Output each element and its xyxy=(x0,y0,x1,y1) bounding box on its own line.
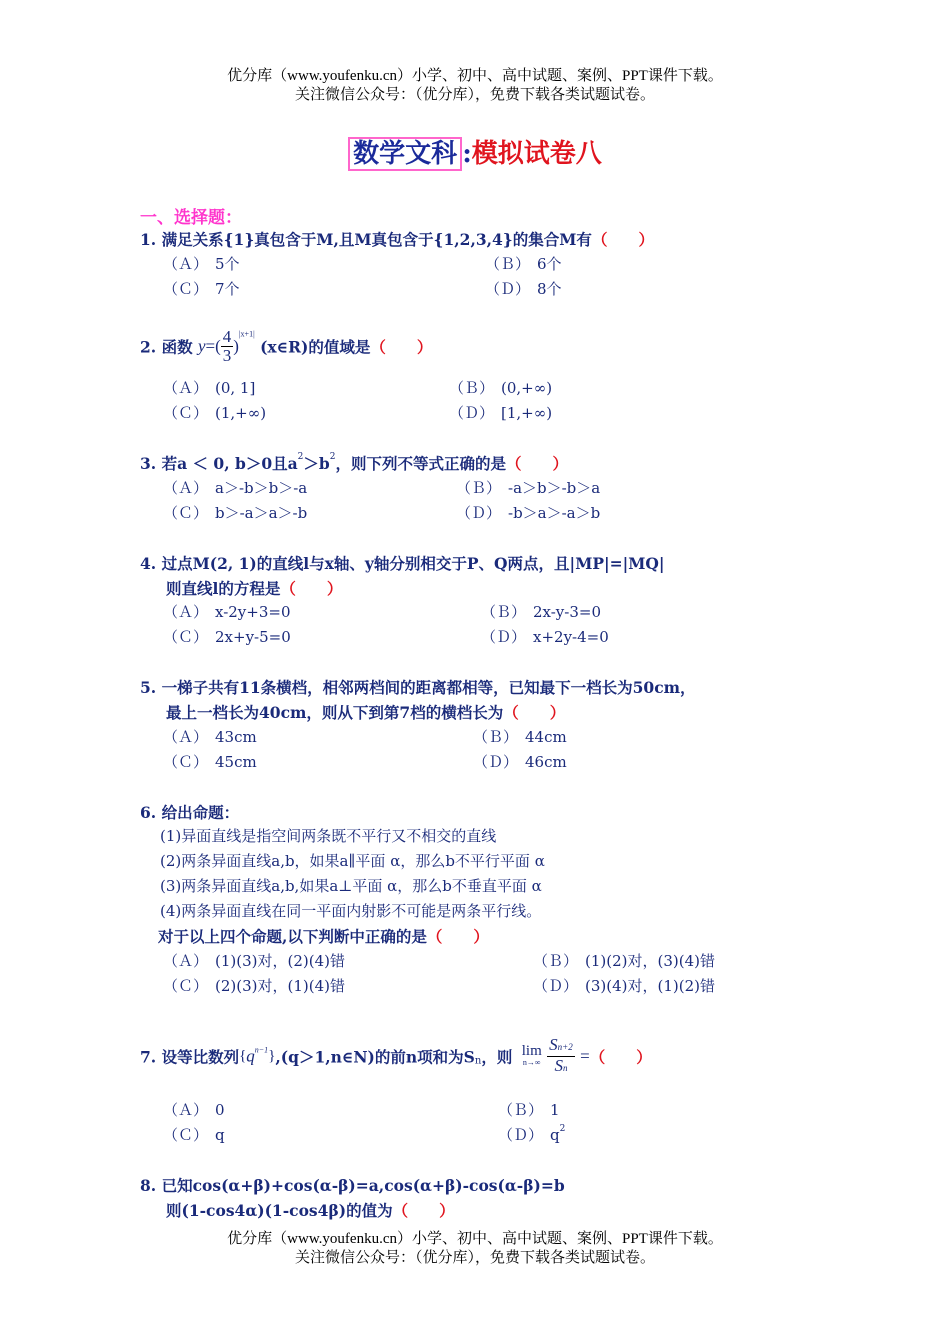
option-label: （Ｃ） xyxy=(163,753,209,771)
option-value: 44cm xyxy=(525,728,567,746)
q1-option-c xyxy=(163,278,240,299)
option-value: 6个 xyxy=(537,255,562,273)
math-s: S xyxy=(554,1056,563,1075)
option-value: 1 xyxy=(550,1101,560,1119)
option-label: （Ｂ） xyxy=(481,603,527,621)
q6-option-a xyxy=(163,950,345,971)
option-value: 46cm xyxy=(525,753,567,771)
q1-option-b xyxy=(485,253,562,274)
q2-option-c xyxy=(163,402,266,423)
section-heading: 一、选择题： xyxy=(140,208,242,228)
q7-option-a xyxy=(163,1099,225,1120)
option-value: q xyxy=(215,1126,225,1144)
title-main: 模拟试卷八 xyxy=(471,139,602,169)
q6-option-c xyxy=(163,975,345,996)
footer-line-2: 关注微信公众号：（优分库），免费下载各类试题试卷。 xyxy=(294,1250,655,1266)
q2-option-a xyxy=(163,377,255,398)
q1-option-a xyxy=(163,253,240,274)
option-value: 2x-y-3=0 xyxy=(533,603,602,621)
question-4-line-2 xyxy=(166,577,342,599)
q4-option-a xyxy=(163,601,291,622)
option-label: （Ｃ） xyxy=(163,977,209,995)
q7-option-b xyxy=(498,1099,560,1120)
exponent: n−1 xyxy=(254,1045,269,1055)
title-colon: : xyxy=(462,139,472,169)
lim-text: lim xyxy=(521,1042,542,1059)
math-close: ) xyxy=(233,336,239,356)
option-label: （Ｄ） xyxy=(481,628,527,646)
title-subject: 数学文科 xyxy=(348,137,462,171)
option-label: （Ｂ） xyxy=(449,379,495,397)
question-2-suffix: (x∈R)的值域是 xyxy=(260,337,371,357)
proposition-1: (1)异面直线是指空间两条既不平行又不相交的直线 xyxy=(160,827,497,845)
question-7-part: 7. 设等比数列 xyxy=(140,1047,240,1067)
question-7-part: ,(q＞1,n∈N)的前n项和为S xyxy=(275,1047,475,1067)
header-line-1: 优分库（www.youfenku.cn）小学、初中、高中试题、案例、PPT课件下载。 xyxy=(227,68,723,84)
fraction-sn xyxy=(547,1036,575,1077)
question-5-text: 最上一档长为40cm，则从下到第7档的横档长为 xyxy=(166,703,504,722)
option-label: （Ｂ） xyxy=(485,255,531,273)
answer-blank: （ ） xyxy=(426,927,489,946)
option-label: （Ｂ） xyxy=(473,728,519,746)
q5-option-c xyxy=(163,751,257,772)
option-value: (1,+∞) xyxy=(215,404,267,422)
math-brace: } xyxy=(268,1048,276,1064)
option-label: （Ａ） xyxy=(163,603,209,621)
option-label: （Ｄ） xyxy=(456,504,502,522)
option-label: （Ｃ） xyxy=(163,1126,209,1144)
option-label: （Ｃ） xyxy=(163,404,209,422)
q4-option-b xyxy=(481,601,601,622)
option-label: （Ｃ） xyxy=(163,504,209,522)
q2-option-d xyxy=(449,402,552,423)
option-value: b＞-a＞a＞-b xyxy=(215,504,308,522)
option-label: （Ｄ） xyxy=(485,280,531,298)
question-5-line-1: 5. 一梯子共有11条横档，相邻两档间的距离都相等，已知最下一档长为50cm， xyxy=(140,678,696,697)
question-8-line-2 xyxy=(166,1199,455,1221)
option-label: （Ｂ） xyxy=(456,479,502,497)
proposition-3: (3)两条异面直线a,b,如果a⊥平面 α，那么b不垂直平面 α xyxy=(160,877,542,895)
math-eq: = xyxy=(580,1046,590,1066)
question-2-prefix: 2. 函数 xyxy=(140,337,193,357)
option-value: (2)(3)对，(1)(4)错 xyxy=(215,977,345,995)
superscript: 2 xyxy=(329,452,336,462)
subscript: n+2 xyxy=(557,1042,573,1052)
q5-option-d xyxy=(473,751,567,772)
question-7 xyxy=(140,1036,652,1077)
math-q: q xyxy=(246,1046,255,1066)
denominator: 3 xyxy=(222,346,232,365)
question-6-text: 对于以上四个命题,以下判断中正确的是 xyxy=(158,927,427,946)
option-label: （Ｄ） xyxy=(449,404,495,422)
limit xyxy=(521,1042,542,1069)
q7-option-d xyxy=(498,1124,565,1145)
option-label: （Ｂ） xyxy=(533,952,579,970)
q6-option-d xyxy=(533,975,715,996)
page-title xyxy=(0,133,950,170)
question-4-line-1: 4. 过点M(2, 1)的直线l与x轴、y轴分别相交于P、Q两点，且|MP|=|MQ| xyxy=(140,554,665,573)
option-label: （Ｂ） xyxy=(498,1101,544,1119)
question-3-part: ＞b xyxy=(303,454,330,473)
option-value: (1)(3)对，(2)(4)错 xyxy=(215,952,345,970)
question-3 xyxy=(140,452,568,474)
question-2 xyxy=(140,328,432,365)
proposition-4: (4)两条异面直线在同一平面内射影不可能是两条平行线。 xyxy=(160,902,542,920)
answer-blank: （ ） xyxy=(589,1047,652,1067)
option-value: 7个 xyxy=(215,280,240,298)
option-value: x+2y-4=0 xyxy=(533,628,609,646)
question-3-part: ，则下列不等式正确的是 xyxy=(335,454,506,473)
math-y: y xyxy=(197,336,206,356)
option-value: (0,+∞) xyxy=(501,379,553,397)
question-6-line-2 xyxy=(158,925,489,947)
q4-option-d xyxy=(481,626,609,647)
question-1-text: 1. 满足关系{1}真包含于M,且M真包含于{1,2,3,4}的集合M有 xyxy=(140,230,592,249)
q3-option-b xyxy=(456,477,600,498)
option-label: （Ａ） xyxy=(163,379,209,397)
answer-blank: （ ） xyxy=(503,703,566,722)
option-label: （Ｄ） xyxy=(533,977,579,995)
option-label: （Ａ） xyxy=(163,952,209,970)
q7-option-c xyxy=(163,1124,225,1145)
q4-option-c xyxy=(163,626,291,647)
option-label: （Ａ） xyxy=(163,1101,209,1119)
q2-option-b xyxy=(449,377,552,398)
option-label: （Ｄ） xyxy=(473,753,519,771)
option-value: (3)(4)对，(1)(2)错 xyxy=(585,977,715,995)
answer-blank: （ ） xyxy=(506,454,569,473)
numerator: 4 xyxy=(222,327,232,346)
question-1 xyxy=(140,228,654,250)
q3-option-a xyxy=(163,477,307,498)
option-value: -a＞b＞-b＞a xyxy=(508,479,601,497)
q1-option-d xyxy=(485,278,562,299)
option-value: 45cm xyxy=(215,753,257,771)
answer-blank: （ ） xyxy=(591,230,654,249)
superscript: 2 xyxy=(559,1124,566,1134)
option-value: [1,+∞) xyxy=(501,404,553,422)
math-brace: { xyxy=(239,1048,247,1064)
q3-option-d xyxy=(456,502,600,523)
question-5-line-2 xyxy=(166,701,565,723)
subscript: n xyxy=(562,1063,568,1073)
option-label: （Ａ） xyxy=(163,728,209,746)
exponent: |x+1| xyxy=(238,329,255,339)
option-value: (1)(2)对，(3)(4)错 xyxy=(585,952,715,970)
math-s: S xyxy=(549,1035,558,1054)
answer-blank: （ ） xyxy=(280,579,343,598)
answer-blank: （ ） xyxy=(370,337,433,357)
option-value: 0 xyxy=(215,1101,225,1119)
proposition-2: (2)两条异面直线a,b，如果a∥平面 α，那么b不平行平面 α xyxy=(160,852,545,870)
option-label: （Ｃ） xyxy=(163,628,209,646)
option-label: （Ｄ） xyxy=(498,1126,544,1144)
option-value: a＞-b＞b＞-a xyxy=(215,479,308,497)
option-value: 43cm xyxy=(215,728,257,746)
lim-subscript: n→∞ xyxy=(522,1057,541,1067)
fraction-4-3 xyxy=(221,328,234,365)
option-label: （Ｃ） xyxy=(163,280,209,298)
subscript: n xyxy=(474,1055,482,1067)
option-label: （Ａ） xyxy=(163,479,209,497)
option-value: 8个 xyxy=(537,280,562,298)
question-4-text: 则直线l的方程是 xyxy=(166,579,281,598)
option-value: (0, 1] xyxy=(215,379,256,397)
question-7-part: ，则 xyxy=(481,1047,513,1067)
superscript: 2 xyxy=(297,452,304,462)
question-8-text: 则(1-cos4α)(1-cos4β)的值为 xyxy=(166,1201,393,1220)
question-8-line-1: 8. 已知cos(α+β)+cos(α-β)=a,cos(α+β)-cos(α-β)=b xyxy=(140,1176,565,1195)
footer-line-1: 优分库（www.youfenku.cn）小学、初中、高中试题、案例、PPT课件下载。 xyxy=(227,1231,723,1247)
q5-option-a xyxy=(163,726,257,747)
option-value: x-2y+3=0 xyxy=(215,603,291,621)
option-label: （Ａ） xyxy=(163,255,209,273)
question-6-line-1: 6. 给出命题： xyxy=(140,803,240,822)
header-line-2: 关注微信公众号：（优分库），免费下载各类试题试卷。 xyxy=(294,87,655,103)
option-value: q xyxy=(550,1126,560,1144)
option-value: 2x+y-5=0 xyxy=(215,628,291,646)
question-3-part: 3. 若a ＜ 0, b＞0且a xyxy=(140,454,298,473)
q3-option-c xyxy=(163,502,307,523)
math-eq: =( xyxy=(205,336,221,356)
answer-blank: （ ） xyxy=(392,1201,455,1220)
q5-option-b xyxy=(473,726,567,747)
option-value: -b＞a＞-a＞b xyxy=(508,504,601,522)
option-value: 5个 xyxy=(215,255,240,273)
q6-option-b xyxy=(533,950,715,971)
